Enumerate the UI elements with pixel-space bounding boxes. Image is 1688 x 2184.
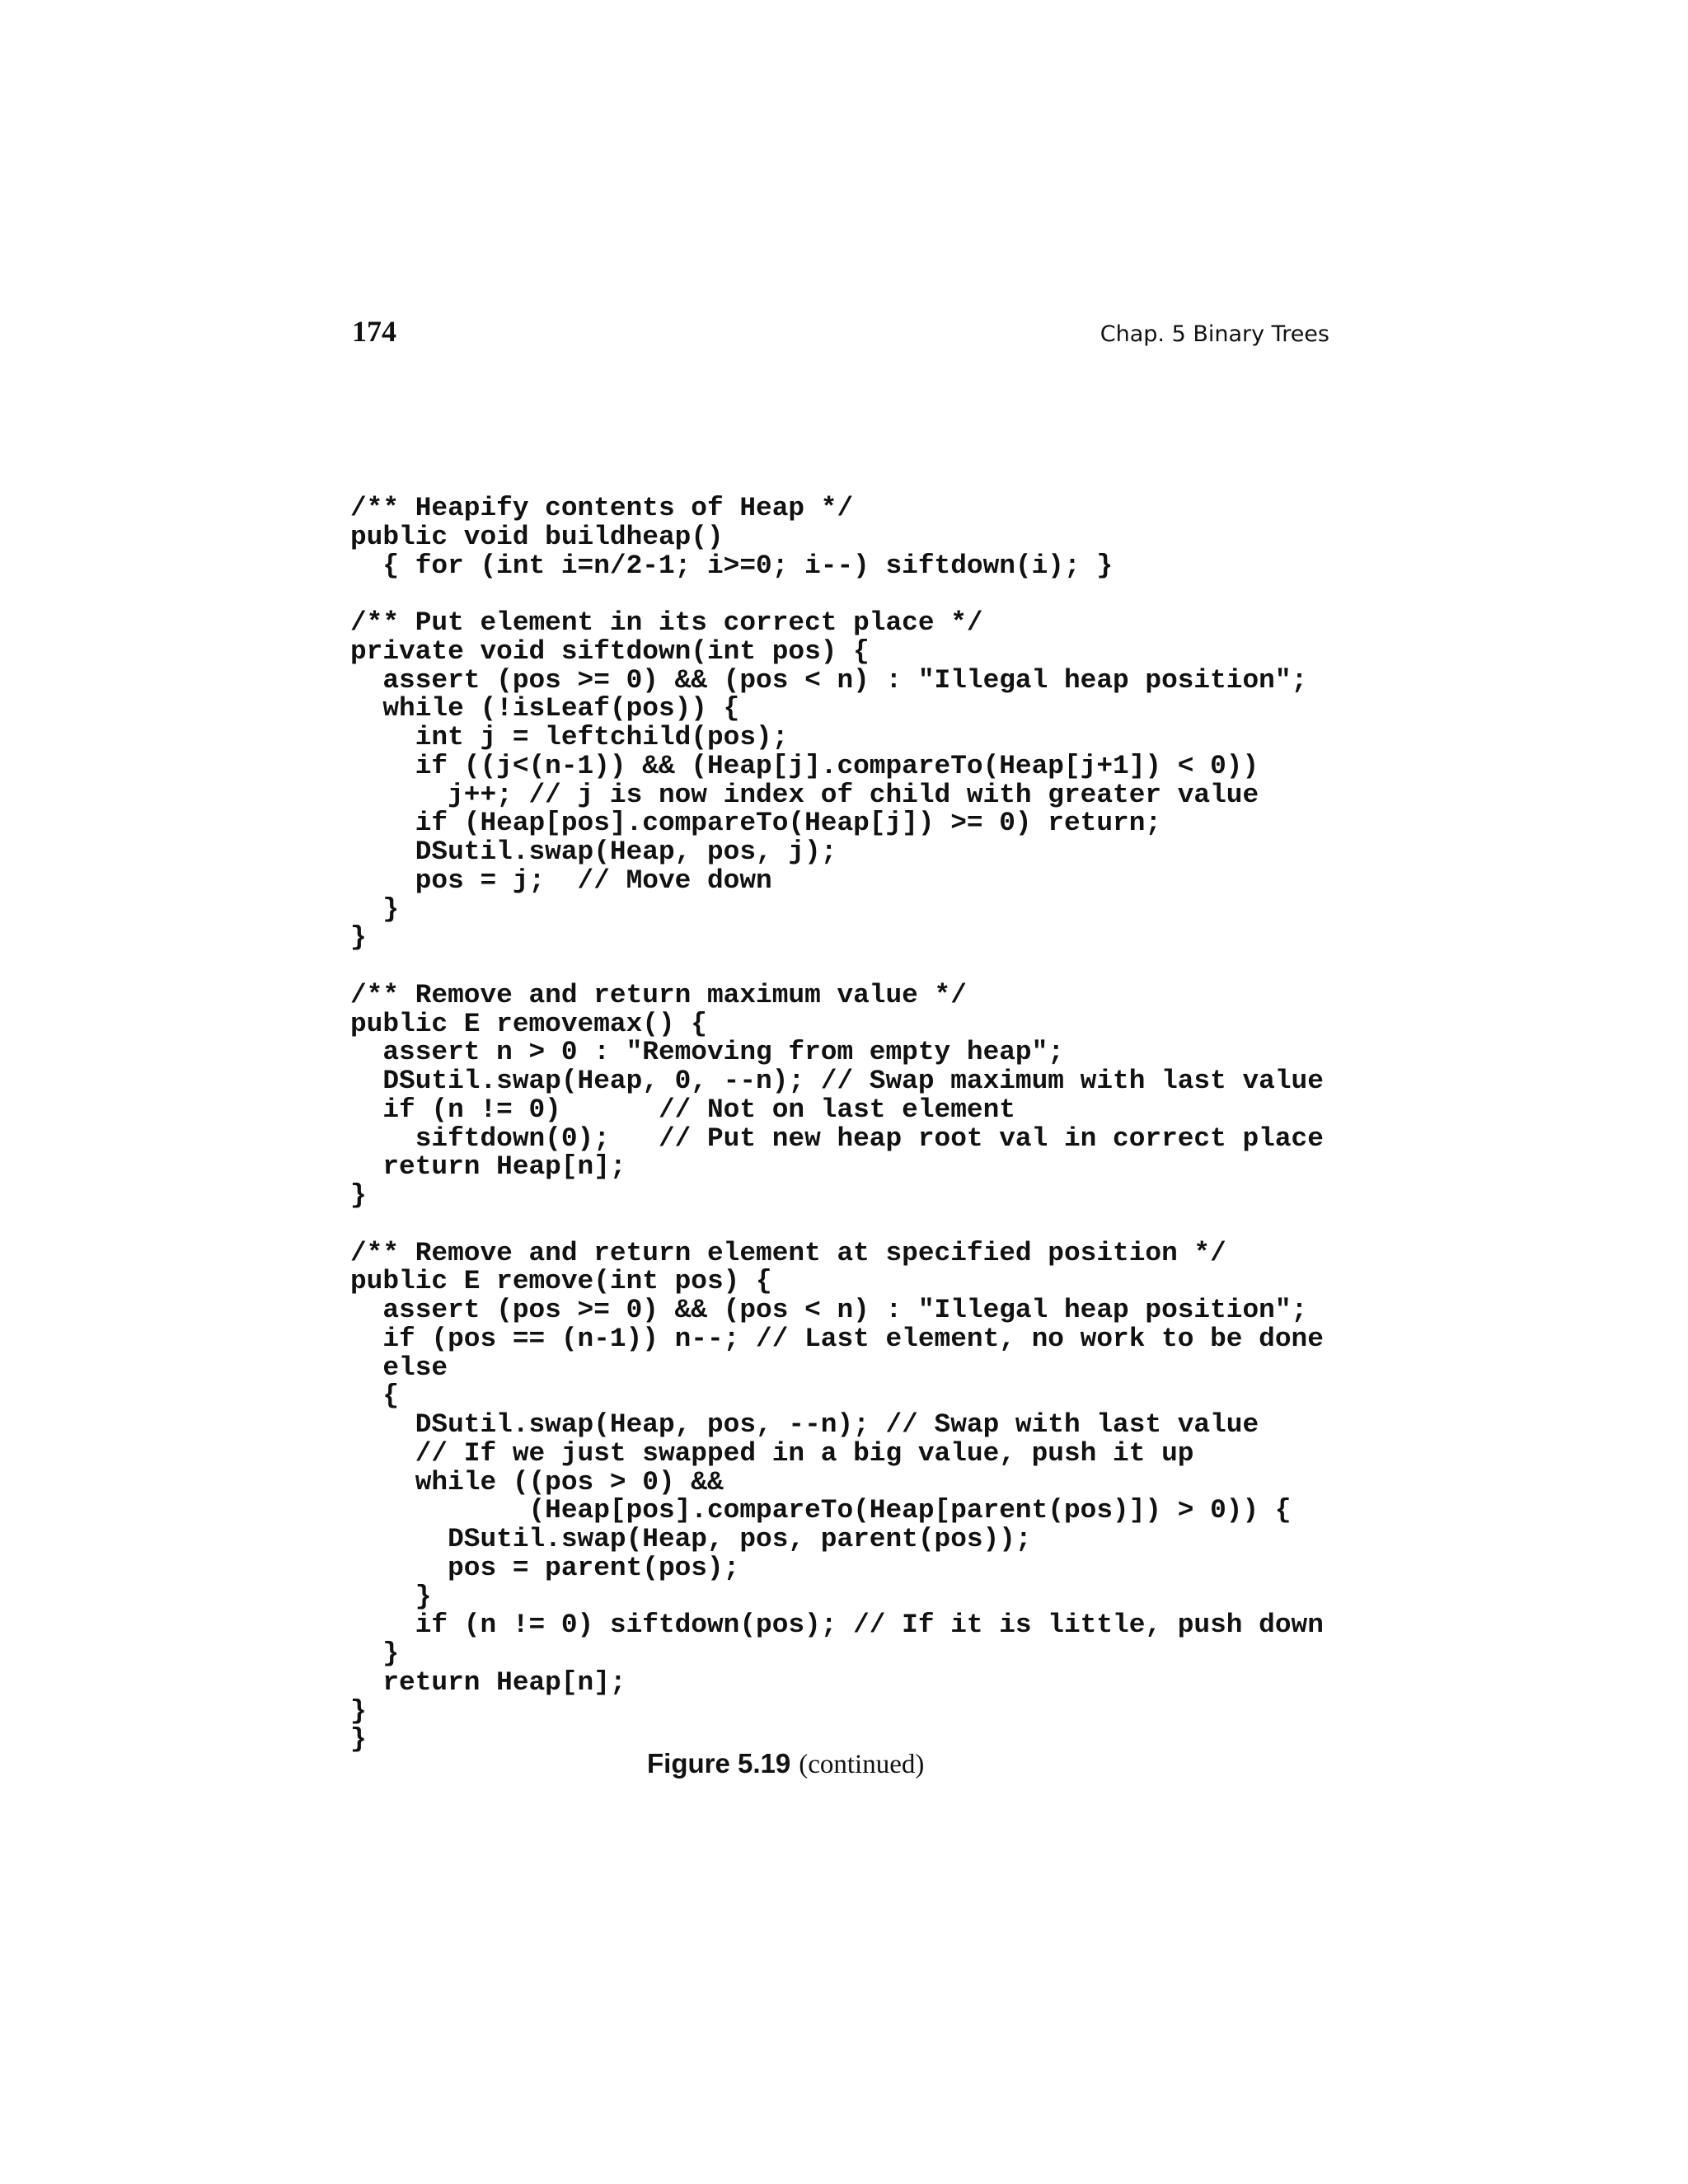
code-line: // If we just swapped in a big value, push it up (350, 1437, 1194, 1469)
page-number: 174 (352, 315, 396, 348)
code-line: public E removemax() { (350, 1008, 707, 1039)
code-line: if (pos == (n-1)) n--; // Last element, no work to be done (350, 1323, 1324, 1354)
code-line: /** Heapify contents of Heap */ (350, 493, 854, 523)
code-line: while ((pos > 0) && (350, 1466, 724, 1497)
code-line: } (350, 1180, 367, 1211)
code-line: public E remove(int pos) { (350, 1266, 772, 1297)
code-line: while (!isLeaf(pos)) { (350, 693, 740, 724)
code-line: /** Remove and return element at specified position */ (350, 1237, 1226, 1268)
code-line: DSutil.swap(Heap, pos, j); (350, 837, 837, 867)
code-line: public void buildheap() (350, 521, 724, 552)
code-line: DSutil.swap(Heap, pos, parent(pos)); (350, 1524, 1032, 1554)
code-line: if ((j<(n-1)) && (Heap[j].compareTo(Heap[j+1]) < 0)) (350, 750, 1259, 781)
code-line: if (Heap[pos].compareTo(Heap[j]) >= 0) return; (350, 808, 1162, 839)
code-line: } (350, 893, 400, 925)
code-line: siftdown(0); // Put new heap root val in correct place (350, 1122, 1324, 1154)
code-listing (350, 494, 1324, 1755)
code-line: { (350, 1380, 400, 1412)
code-line: /** Remove and return maximum value */ (350, 979, 967, 1010)
code-line: { for (int i=n/2-1; i>=0; i--) siftdown(i); } (350, 550, 1114, 581)
code-line: return Heap[n]; (350, 1151, 626, 1183)
code-line: j++; // j is now index of child with greater value (350, 779, 1259, 810)
code-line: } (350, 1581, 432, 1612)
code-line: assert n > 0 : "Removing from empty heap"; (350, 1037, 1064, 1068)
code-line: pos = parent(pos); (350, 1552, 740, 1583)
code-line: } (350, 1695, 367, 1727)
code-line: if (n != 0) siftdown(pos); // If it is little, push down (350, 1610, 1324, 1641)
code-line (350, 580, 1324, 609)
code-line: } (350, 1638, 400, 1669)
code-line: assert (pos >= 0) && (pos < n) : "Illegal heap position"; (350, 1295, 1308, 1325)
code-line: DSutil.swap(Heap, pos, --n); // Swap with last value (350, 1409, 1259, 1440)
code-line: if (n != 0) // Not on last element (350, 1094, 1015, 1125)
code-line: else (350, 1352, 448, 1383)
code-line: int j = leftchild(pos); (350, 722, 789, 752)
code-line (350, 1211, 1324, 1240)
code-line: /** Put element in its correct place */ (350, 607, 983, 638)
code-line: return Heap[n]; (350, 1666, 626, 1698)
code-line: assert (pos >= 0) && (pos < n) : "Illegal heap position"; (350, 664, 1308, 696)
running-header: Chap. 5 Binary Trees (1100, 321, 1329, 347)
figure-caption (647, 1747, 924, 1786)
code-line: } (350, 922, 367, 954)
code-line: pos = j; // Move down (350, 865, 772, 896)
figure-label: Figure 5.19 (647, 1748, 791, 1779)
code-line: private void siftdown(int pos) { (350, 635, 870, 667)
code-line: } (350, 1724, 367, 1755)
code-line (350, 953, 1324, 982)
figure-continued-note: (continued) (799, 1750, 925, 1779)
code-line: (Heap[pos].compareTo(Heap[parent(pos)]) > 0)) { (350, 1495, 1292, 1526)
code-line: DSutil.swap(Heap, 0, --n); // Swap maximum with last value (350, 1066, 1324, 1096)
